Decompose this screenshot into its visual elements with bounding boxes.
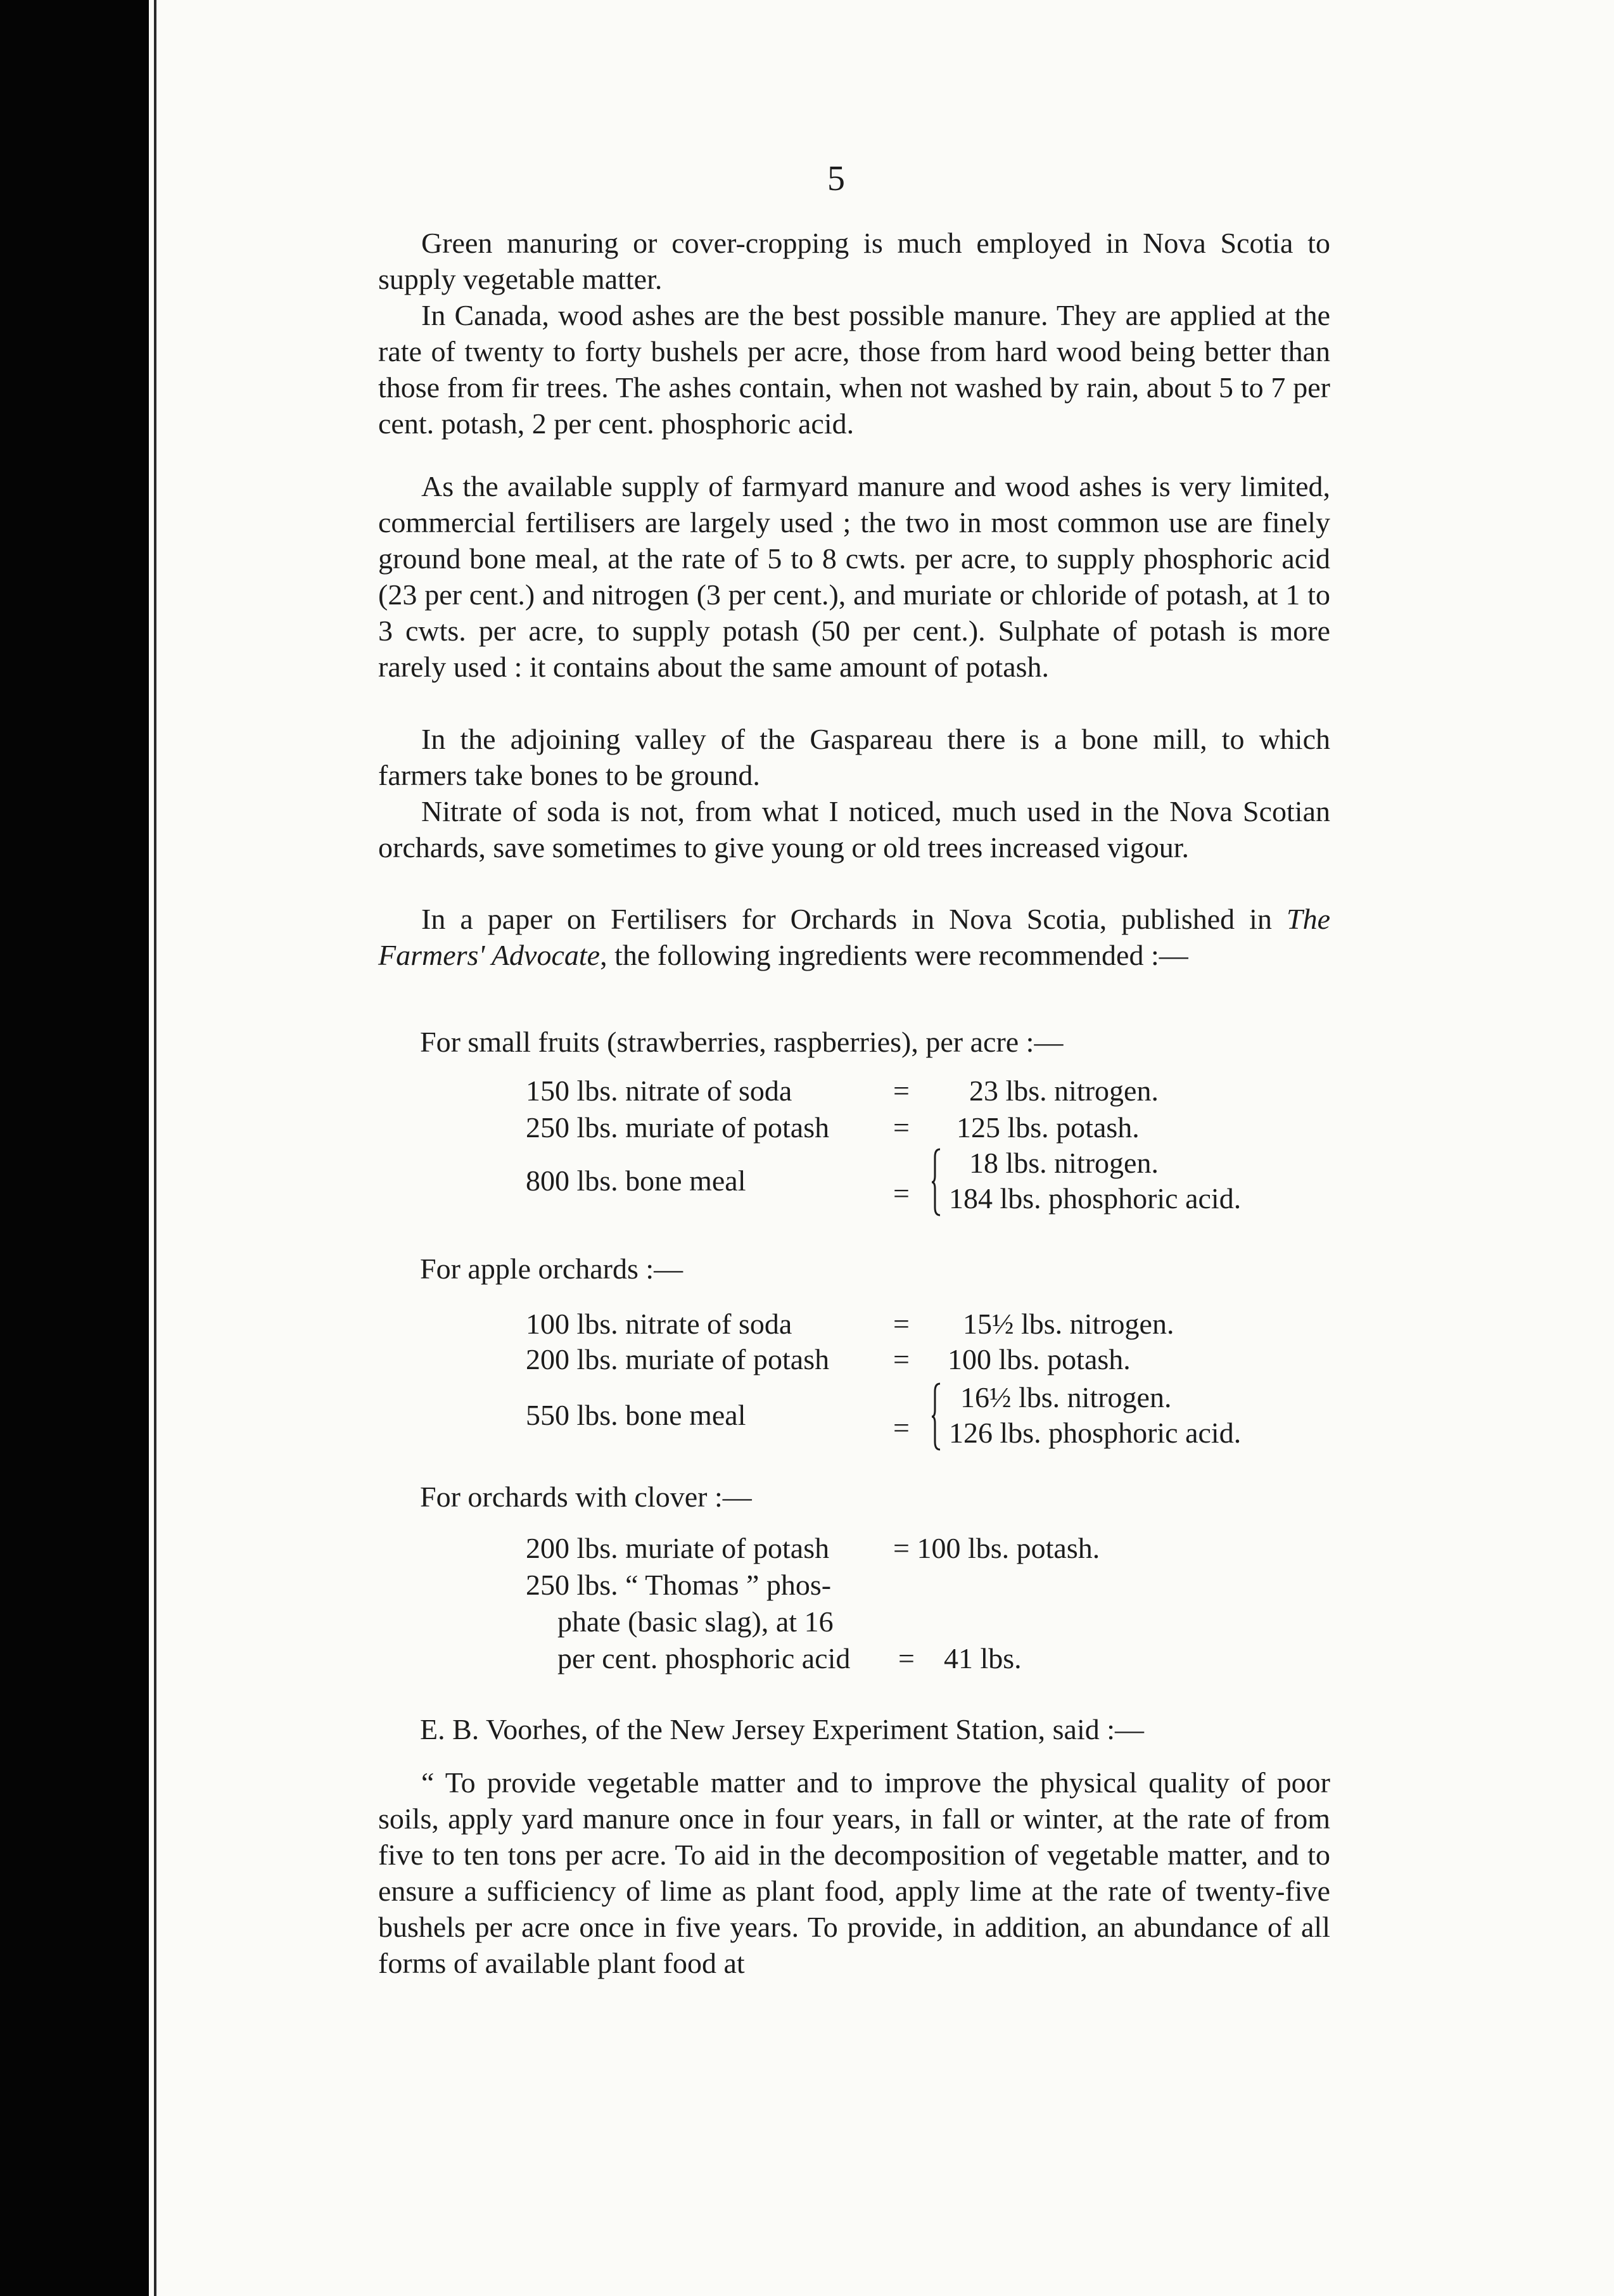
- small-fruits-heading: For small fruits (strawberries, raspberries), per acre :—: [420, 1026, 1064, 1058]
- journal-title: The Farmers' Advocate: [378, 903, 1330, 971]
- clover-line: 200 lbs. muriate of potash: [526, 1532, 830, 1564]
- paragraph-bone-mill: In the adjoining valley of the Gaspareau there is a bone mill, to which farmers take bones to be ground.: [378, 723, 1330, 791]
- clover-heading: For orchards with clover :—: [420, 1481, 752, 1513]
- voorhes-quote: “ To provide vegetable matter and to improve the physical quality of poor soils, apply yard manure once in four years, in fall or winter, at the rate of from five to ten tons per acre. To aid in the decomposition of vegetable matter, and to ensure a sufficiency of lime as plant food, apply lime at the rate of twenty-five bushels per acre once in five years. To provide, in addition, an abundance of all forms of available plant food at: [378, 1766, 1330, 1979]
- paragraph-nitrate: Nitrate of soda is not, from what I noticed, much used in the Nova Scotian orchards, save sometimes to give young or old trees increased vigour.: [378, 795, 1330, 864]
- clover-line-rhs: 41 lbs.: [944, 1642, 1022, 1674]
- binding-edge: [154, 0, 156, 2296]
- clover-line: phate (basic slag), at 16: [557, 1605, 834, 1638]
- brace-icon: [931, 1148, 941, 1216]
- paragraph-wood-ashes: In Canada, wood ashes are the best possible manure. They are applied at the rate of twenty to forty bushels per acre, those from hard wood being better than those from fir trees. The ashes contain, when not washed by rain, about 5 to 7 per cent. potash, 2 per cent. phosphoric acid.: [378, 299, 1330, 440]
- clover-line-eq: =: [898, 1642, 915, 1674]
- clover-line: 250 lbs. “ Thomas ” phos-: [526, 1569, 832, 1601]
- advocate-text-before: In a paper on Fertilisers for Orchards in Nova Scotia, published in: [421, 903, 1287, 935]
- advocate-text-after: , the following ingredients were recommended :—: [600, 939, 1188, 971]
- apple-heading: For apple orchards :—: [420, 1253, 683, 1285]
- paragraph-fertilisers: As the available supply of farmyard manure and wood ashes is very limited, commercial fertilisers are largely used ; the two in most common use are finely ground bone meal, at the rate of 5 to 8 cwts. per acre, to supply phosphoric acid (23 per cent.) and nitrogen (3 per cent.), and muriate or chloride of potash, at 1 to 3 cwts. per acre, to supply potash (50 per cent.). Sulphate of potash is more rarely used : it contains about the same amount of potash.: [378, 470, 1330, 683]
- page-number: 5: [827, 159, 845, 198]
- paragraph-green-manuring: Green manuring or cover-cropping is much employed in Nova Scotia to supply vegetable matter.: [378, 227, 1330, 295]
- clover-line-rhs: = 100 lbs. potash.: [893, 1532, 1100, 1564]
- paragraph-advocate: [378, 901, 1330, 973]
- clover-line: per cent. phosphoric acid: [557, 1642, 851, 1674]
- scan-border: [0, 0, 149, 2296]
- voorhes-intro: E. B. Voorhes, of the New Jersey Experiment Station, said :—: [420, 1713, 1145, 1745]
- brace-icon: [931, 1382, 941, 1451]
